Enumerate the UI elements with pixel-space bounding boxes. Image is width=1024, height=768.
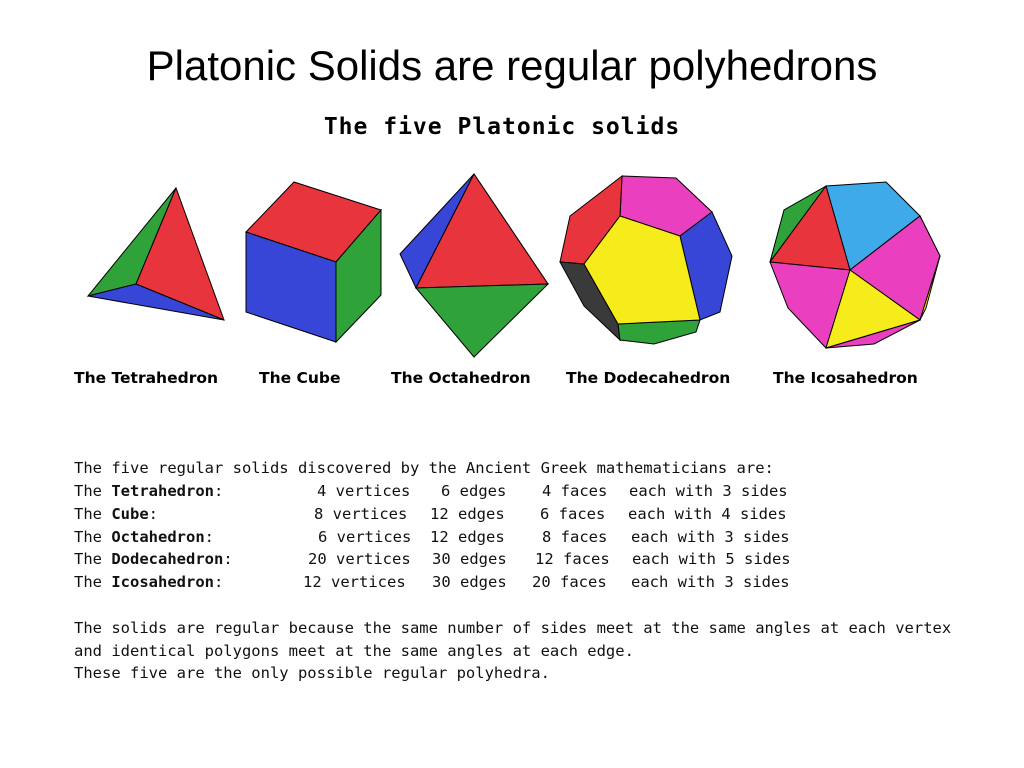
row-sides: each with 5 sides: [632, 550, 791, 568]
paragraph-line-1: The solids are regular because the same number of sides meet at the same angles at each vertex: [74, 619, 952, 637]
row-faces: 6 faces: [540, 505, 606, 523]
octahedron-face-green: [416, 284, 548, 357]
paragraph-line-3: These five are the only possible regular polyhedra.: [74, 664, 550, 682]
figure-title: The five Platonic solids: [323, 114, 681, 140]
row-edges: 12 edges: [430, 528, 505, 546]
row-vertices: 8 vertices: [314, 505, 408, 523]
slide-title: Platonic Solids are regular polyhedrons: [146, 42, 878, 89]
row-prefix: The: [74, 528, 102, 546]
dodecahedron-image: [556, 174, 738, 346]
row-vertices: 4 vertices: [317, 482, 411, 500]
row-suffix: :: [214, 573, 224, 591]
row-faces: 20 faces: [532, 573, 607, 591]
caption-dodecahedron: The Dodecahedron: [566, 369, 731, 387]
row-suffix: :: [214, 482, 224, 500]
row-faces: 4 faces: [542, 482, 608, 500]
row-solid-name: Octahedron: [111, 528, 205, 546]
row-solid-name: Cube: [111, 505, 149, 523]
row-sides: each with 3 sides: [629, 482, 788, 500]
row-sides: each with 3 sides: [631, 573, 790, 591]
row-sides: each with 4 sides: [628, 505, 787, 523]
row-vertices: 20 vertices: [308, 550, 411, 568]
row-solid-name: Icosahedron: [111, 573, 214, 591]
row-solid-name: Tetrahedron: [111, 482, 214, 500]
caption-octahedron: The Octahedron: [391, 369, 531, 387]
caption-icosahedron: The Icosahedron: [773, 369, 918, 387]
row-faces: 8 faces: [542, 528, 608, 546]
cube-image: [244, 180, 384, 345]
row-vertices: 6 vertices: [318, 528, 412, 546]
row-suffix: :: [223, 550, 233, 568]
caption-tetrahedron: The Tetrahedron: [74, 369, 219, 387]
row-edges: 6 edges: [441, 482, 507, 500]
caption-cube: The Cube: [259, 369, 341, 387]
icosahedron-image: [764, 180, 946, 352]
row-suffix: :: [204, 528, 215, 546]
row-name: [74, 550, 233, 568]
row-vertices: 12 vertices: [303, 573, 406, 591]
row-name: [74, 482, 223, 500]
row-edges: 30 edges: [432, 573, 507, 591]
row-prefix: The: [74, 482, 102, 500]
row-edges: 12 edges: [430, 505, 505, 523]
row-name: [74, 573, 223, 591]
row-prefix: The: [74, 573, 102, 591]
row-prefix: The: [74, 505, 102, 523]
row-edges: 30 edges: [432, 550, 507, 568]
intro-text: The five regular solids discovered by the Ancient Greek mathematicians are:: [74, 459, 774, 477]
row-name: [74, 528, 214, 546]
paragraph-line-2: and identical polygons meet at the same angles at each edge.: [74, 642, 634, 660]
row-prefix: The: [74, 550, 102, 568]
row-solid-name: Dodecahedron: [111, 550, 224, 568]
octahedron-image: [398, 172, 550, 360]
row-suffix: :: [148, 505, 159, 523]
row-faces: 12 faces: [535, 550, 610, 568]
row-name: [74, 505, 158, 523]
tetrahedron-image: [84, 186, 229, 324]
row-sides: each with 3 sides: [631, 528, 790, 546]
